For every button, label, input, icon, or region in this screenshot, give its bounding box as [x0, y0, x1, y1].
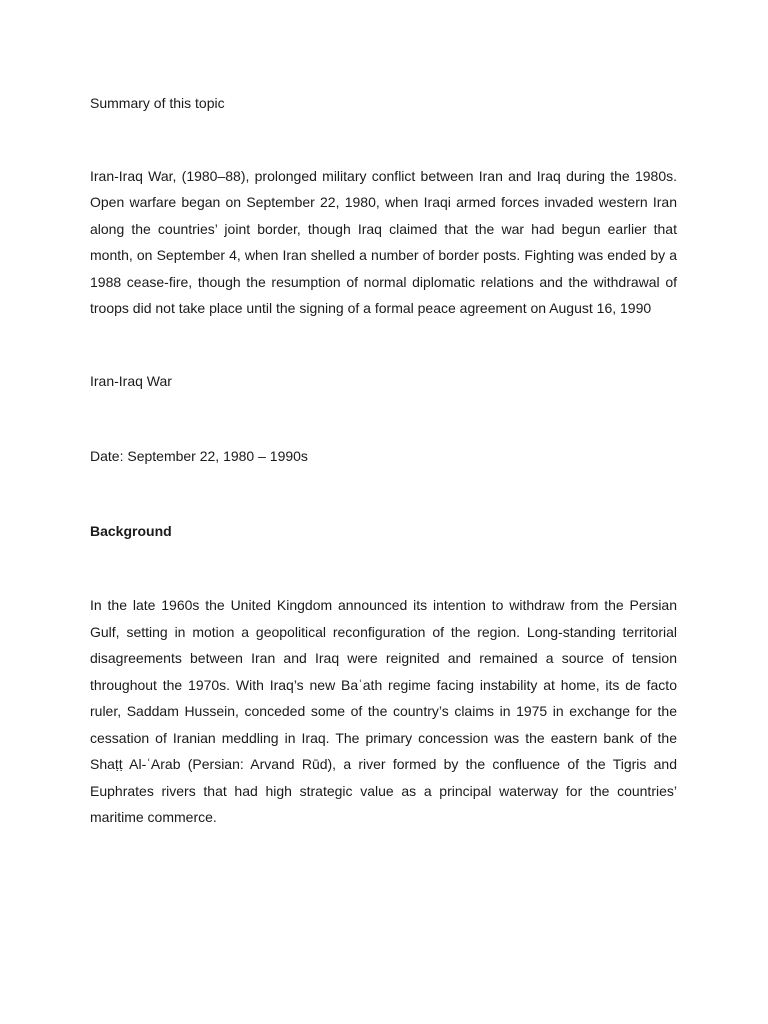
- summary-label: Summary of this topic: [90, 95, 225, 111]
- spacer: [90, 394, 677, 443]
- document-body: [90, 90, 677, 831]
- background-paragraph: In the late 1960s the United Kingdom announced its intention to withdraw from the Persian Gulf, setting in motion a geopolitical reconfiguration of the region. Long-standing territorial disagreements between Iran and Iraq were reignited and remained a source of tension throughout the 1970s. With Iraq’s new Baʿath regime facing instability at home, its de facto ruler, Saddam Hussein, conceded some of the country’s claims in 1975 in exchange for the cessation of Iranian meddling in Iraq. The primary concession was the eastern bank of the Shaṭṭ Al-ʿArab (Persian: Arvand Rūd), a river formed by the confluence of the Tigris and Euphrates rivers that had high strategic value as a principal waterway for the countries’ maritime commerce.: [90, 597, 677, 825]
- background-heading: Background: [90, 522, 172, 539]
- spacer: [90, 322, 677, 368]
- spacer: [90, 470, 677, 518]
- spacer: [90, 117, 677, 163]
- spacer: [90, 544, 677, 592]
- intro-paragraph: Iran-Iraq War, (1980–88), prolonged military conflict between Iran and Iraq during the 1980s. Open warfare began on September 22, 1980, when Iraqi armed forces invaded western Iran along the countries’ joint border, though Iraq claimed that the war had begun earlier that month, on September 4, when Iran shelled a number of border posts. Fighting was ended by a 1988 cease-fire, though the resumption of normal diplomatic relations and the withdrawal of troops did not take place until the signing of a formal peace agreement on August 16, 1990: [90, 167, 677, 316]
- date-line: Date: September 22, 1980 – 1990s: [90, 448, 308, 464]
- document-title: Iran-Iraq War: [90, 372, 172, 389]
